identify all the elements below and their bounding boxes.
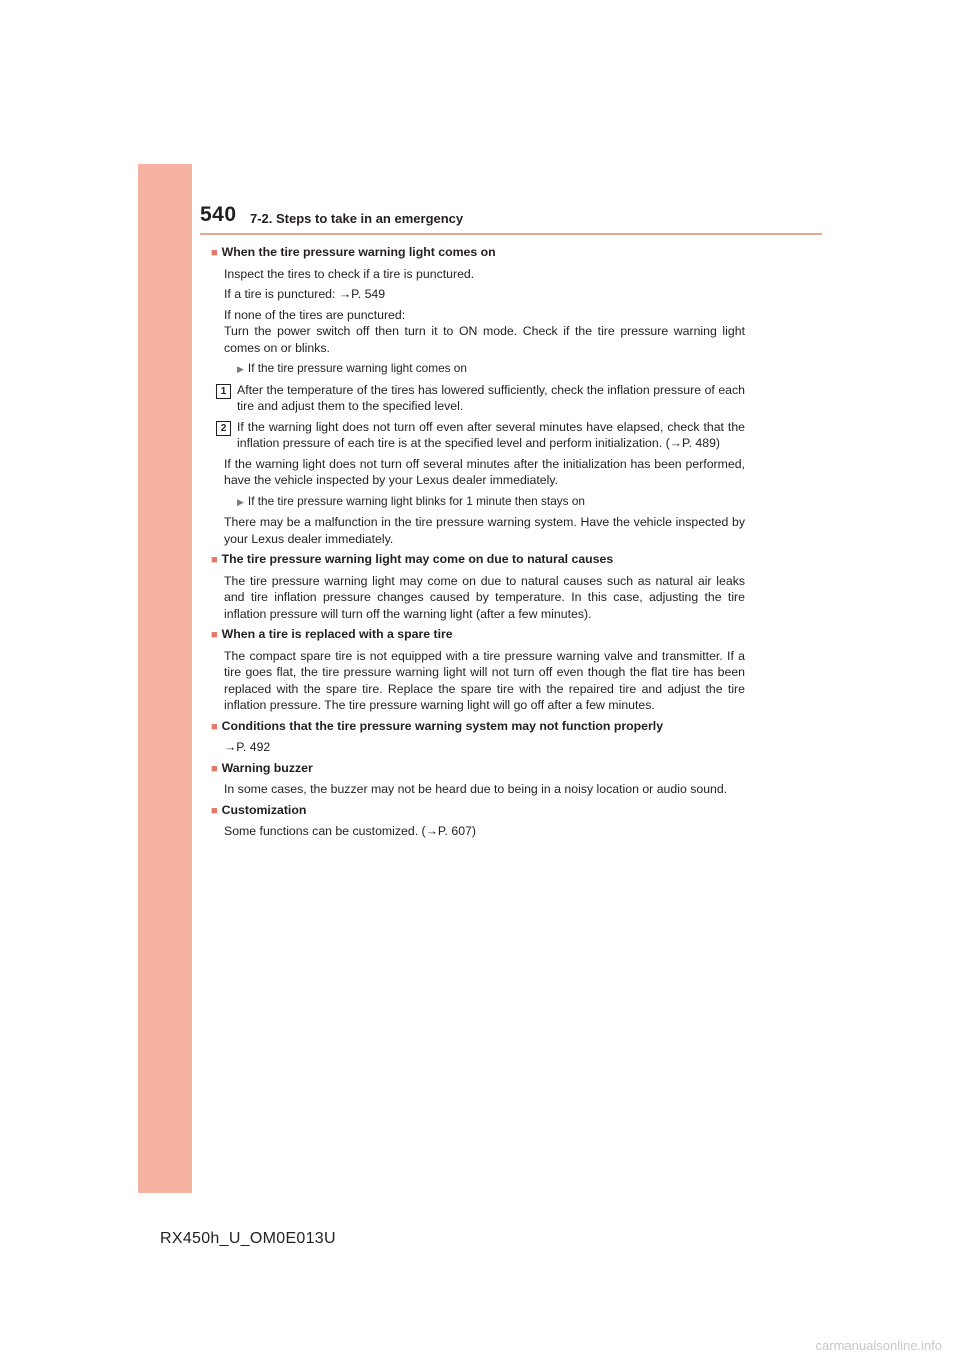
model-code-footer: RX450h_U_OM0E013U [160,1230,336,1247]
paragraph: Inspect the tires to check if a tire is punctured. [224,266,475,281]
page-reference-link[interactable]: Some functions can be customized. (→P. 607) [224,824,476,838]
section-heading: ■ When a tire is replaced with a spare tire [211,627,453,641]
section-customization [211,802,745,840]
square-bullet-icon: ■ [211,762,218,775]
square-bullet-icon: ■ [211,247,218,259]
watermark: carmanualsonline.info [815,1338,942,1353]
header-divider [200,233,822,235]
square-bullet-icon: ■ [211,629,218,641]
sub-heading: ▶ If the tire pressure warning light comes on [237,361,467,375]
section-natural-causes [211,551,745,622]
paragraph: If the warning light does not turn off several minutes after the initialization has been performed, have the vehicle inspected by your Lexus dealer immediately. [224,456,745,487]
section-heading: ■ Warning buzzer [211,760,313,775]
section-heading: ■ When the tire pressure warning light comes on [211,245,496,259]
step-2: 2 If the warning light does not turn off even after several minutes have elapsed, check that the inflation pressure of each tire is at the specified level and perform initialization. (→P. 489) [237,419,745,452]
sub-heading: ▶ If the tire pressure warning light blinks for 1 minute then stays on [237,493,585,508]
triangle-bullet-icon: ▶ [237,496,244,507]
step-number-badge: 1 [216,384,231,399]
section-conditions [211,718,745,756]
paragraph: The tire pressure warning light may come on due to natural causes such as natural air leaks and tire inflation pressure changes caused by temperature. In this case, adjusting the tire inflation pressure will turn off the warning light (after a few minutes). [224,573,745,621]
triangle-bullet-icon: ▶ [237,364,244,374]
section-heading: ■ Customization [211,802,307,817]
page-header [200,203,822,235]
square-bullet-icon: ■ [211,804,218,817]
section-warning-buzzer [211,760,745,798]
paragraph: If none of the tires are punctured: Turn the power switch off then turn it to ON mode. Check if the tire pressure warning light comes on or blinks. [224,307,745,355]
page-reference-link[interactable]: →P. 492 [224,740,271,754]
section-heading: ■ The tire pressure warning light may come on due to natural causes [211,552,614,566]
paragraph: The compact spare tire is not equipped with a tire pressure warning valve and transmitter. If a tire goes flat, the tire pressure warning light will not turn off even though the flat tire has been replaced with the spare tire. Replace the spare tire with the repaired tire and adjust the tire inflation pressure. The tire pressure warning light will go off after a few minutes. [224,648,745,712]
page-reference-link[interactable]: If a tire is punctured: →P. 549 [224,287,386,301]
paragraph: There may be a malfunction in the tire pressure warning system. Have the vehicle inspected by your Lexus dealer immediately. [224,515,745,546]
step-1: 1 After the temperature of the tires has lowered sufficiently, check the inflation pressure of each tire and adjust them to the specified level. [237,382,745,415]
page-content [211,244,745,844]
section-title: 7-2. Steps to take in an emergency [250,211,464,226]
chapter-sidebar-tab [138,164,192,1193]
section-tire-warning-light [211,244,745,547]
page-number: 540 [200,203,237,226]
step-number-badge: 2 [216,421,231,436]
section-heading: ■ Conditions that the tire pressure warning system may not function properly [211,718,664,733]
square-bullet-icon: ■ [211,554,218,566]
paragraph: In some cases, the buzzer may not be heard due to being in a noisy location or audio sound. [224,782,728,796]
square-bullet-icon: ■ [211,720,218,733]
section-spare-tire [211,626,745,714]
